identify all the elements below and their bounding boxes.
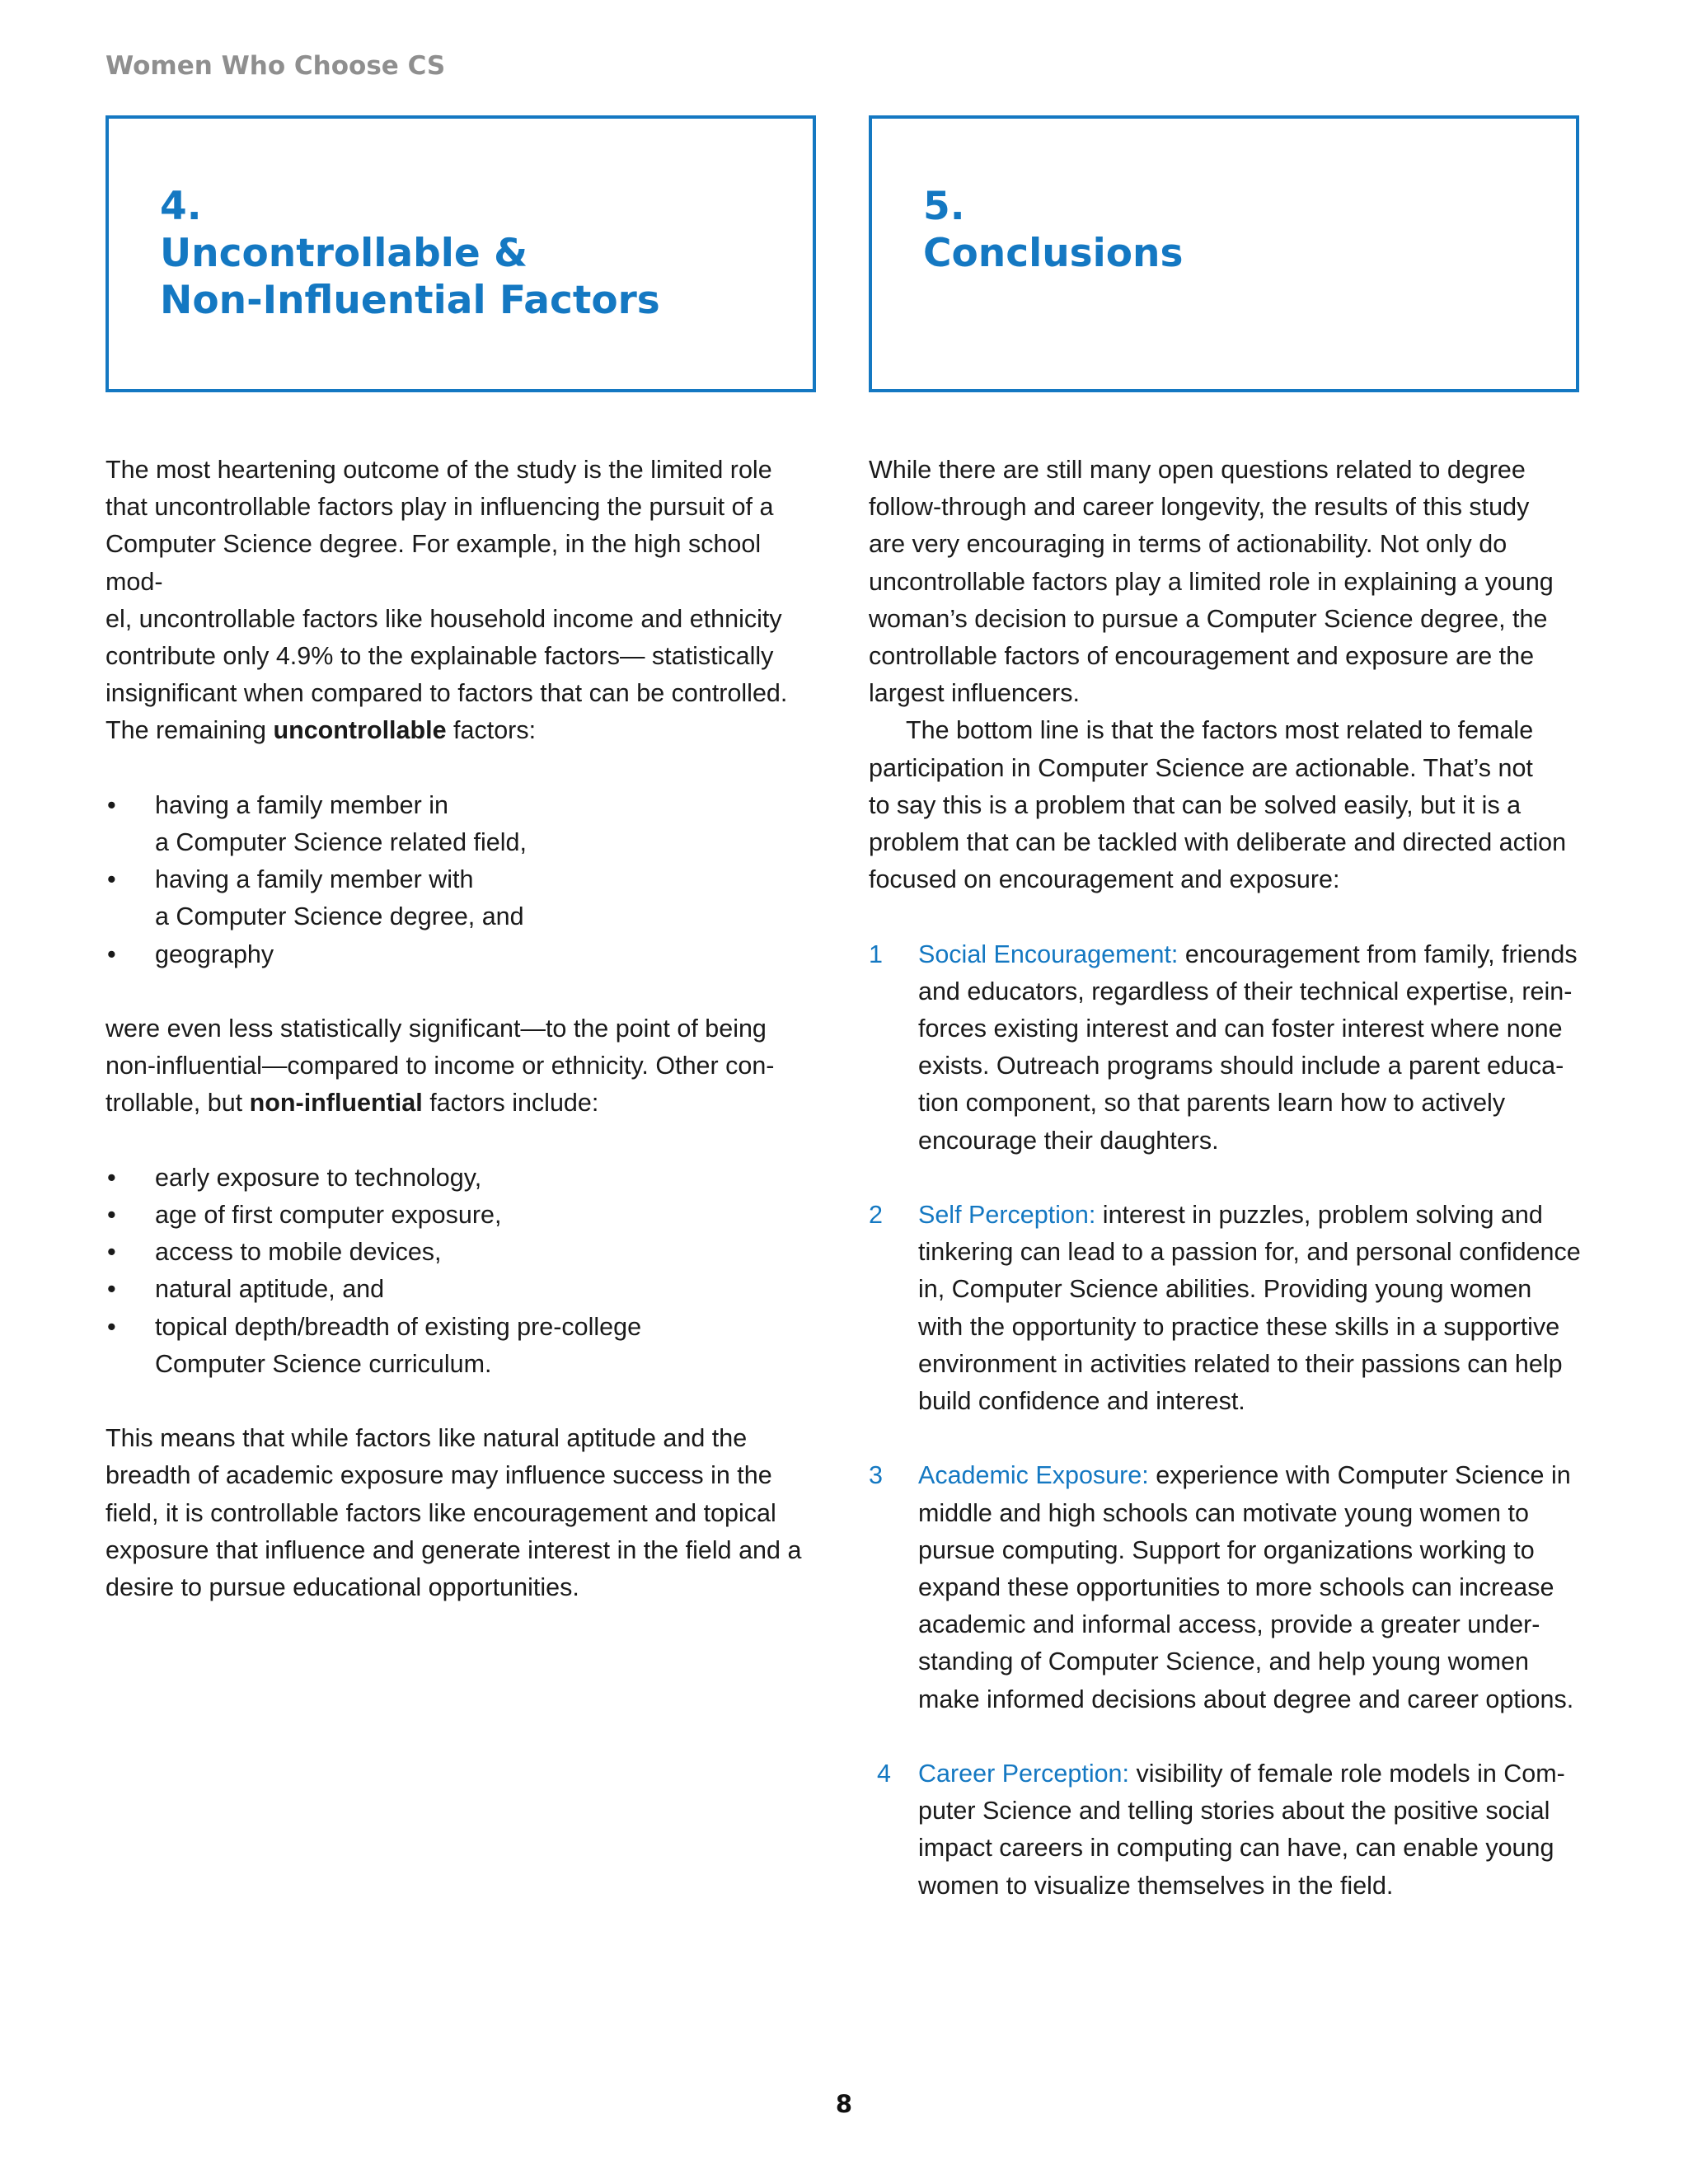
- list-item: [106, 1197, 823, 1234]
- text-line: problem that can be tackled with deliberate and directed action: [869, 828, 1567, 857]
- text-line: non-influential—compared to income or ethnicity. Other con-: [106, 1052, 775, 1080]
- text-line: insignificant when compared to factors that can be controlled.: [106, 679, 788, 708]
- text-line: uncontrollable factors play a limited role in explaining a young: [869, 567, 1554, 596]
- item-term: Career Perception:: [918, 1760, 1129, 1788]
- text-fragment: The remaining: [106, 716, 274, 745]
- text-fragment: encouragement from family, friends: [1178, 940, 1578, 968]
- text-line: forces existing interest and can foster interest where none: [918, 1015, 1563, 1043]
- text-line: exposure that influence and generate interest in the field and a: [106, 1535, 802, 1564]
- list-item: [106, 861, 823, 935]
- list-item-text: access to mobile devices,: [155, 1238, 442, 1267]
- text-line: This means that while factors like natural aptitude and the: [106, 1424, 748, 1453]
- text-line: were even less statistically significant—to the point of being: [106, 1015, 767, 1043]
- text-line: desire to pursue educational opportunities.: [106, 1573, 579, 1602]
- list-item-text: a Computer Science degree, and: [155, 902, 524, 931]
- list-item-text: geography: [155, 940, 274, 968]
- text-line: impact careers in computing can have, can enable young: [918, 1834, 1554, 1863]
- conclusions-paragraph: [869, 452, 1586, 712]
- text-line: with the opportunity to practice these skills in a supportive: [918, 1312, 1560, 1341]
- section-number: 4.: [160, 184, 202, 229]
- text-line: middle and high schools can motivate young women to: [918, 1498, 1529, 1527]
- text-line: field, it is controllable factors like encouragement and topical: [106, 1498, 776, 1527]
- list-item-text: topical depth/breadth of existing pre-college: [155, 1312, 642, 1341]
- section-5-heading-box: [869, 115, 1579, 392]
- list-item: [106, 1234, 823, 1271]
- section-number: 5.: [923, 184, 965, 229]
- text-line: el, uncontrollable factors like household income and ethnicity: [106, 604, 782, 633]
- item-number: 4: [877, 1760, 891, 1788]
- uncontrollable-factors-list: [106, 787, 823, 973]
- text-fragment: visibility of female role models in Com-: [1129, 1760, 1565, 1788]
- list-item-text: Computer Science curriculum.: [155, 1349, 492, 1378]
- text-line: puter Science and telling stories about the positive social: [918, 1797, 1550, 1825]
- list-item: [106, 1160, 823, 1197]
- item-term: Academic Exposure:: [918, 1461, 1149, 1490]
- paragraph: [106, 1010, 823, 1122]
- section-title-line: Uncontrollable &: [160, 231, 528, 276]
- action-item: [869, 1457, 1586, 1718]
- action-item: [869, 1197, 1586, 1420]
- closing-paragraph: [106, 1420, 823, 1606]
- section-4-title: [160, 183, 660, 324]
- list-item-text: a Computer Science related field,: [155, 828, 527, 857]
- list-item-text: having a family member with: [155, 865, 474, 894]
- text-line: tion component, so that parents learn how to actively: [918, 1089, 1506, 1118]
- list-item-text: age of first computer exposure,: [155, 1201, 502, 1230]
- bold-term: uncontrollable: [273, 716, 447, 745]
- text-line: tinkering can lead to a passion for, and personal confidence: [918, 1238, 1581, 1267]
- item-term: Self Perception:: [918, 1201, 1096, 1230]
- text-line: participation in Computer Science are actionable. That’s not: [869, 753, 1533, 782]
- list-item: [106, 1271, 823, 1308]
- text-fragment: factors:: [446, 716, 537, 745]
- text-line: encourage their daughters.: [918, 1126, 1219, 1155]
- non-influential-factors-list: [106, 1160, 823, 1383]
- bold-term: non-influential: [249, 1089, 423, 1118]
- section-title-line: Conclusions: [923, 231, 1184, 276]
- section-4-heading-box: [106, 115, 816, 392]
- left-column: [106, 452, 823, 1606]
- running-header: Women Who Choose CS: [106, 51, 446, 81]
- action-item: [869, 936, 1586, 1160]
- page-number: 8: [835, 2090, 853, 2118]
- text-line: The most heartening outcome of the study is the limited role: [106, 456, 772, 484]
- intro-lines: [106, 456, 787, 707]
- text-line: follow-through and career longevity, the results of this study: [869, 493, 1530, 522]
- list-item-text: having a family member in: [155, 790, 448, 819]
- item-number: 3: [869, 1461, 883, 1490]
- item-number: 1: [869, 940, 883, 968]
- list-item: [106, 787, 823, 861]
- list-item-text: natural aptitude, and: [155, 1275, 385, 1304]
- text-line: focused on encouragement and exposure:: [869, 865, 1340, 894]
- intro-paragraph: [106, 452, 823, 750]
- text-fragment: trollable, but: [106, 1089, 250, 1118]
- text-line: breadth of academic exposure may influence success in the: [106, 1461, 772, 1490]
- text-line: academic and informal access, provide a greater under-: [918, 1610, 1540, 1639]
- text-line: woman’s decision to pursue a Computer Science degree, the: [869, 604, 1548, 633]
- item-term: Social Encouragement:: [918, 940, 1179, 968]
- text-line: While there are still many open questions related to degree: [869, 456, 1526, 484]
- text-line: standing of Computer Science, and help young women: [918, 1647, 1529, 1676]
- text-line: pursue computing. Support for organizations working to: [918, 1535, 1535, 1564]
- section-title-line: Non-Influential Factors: [160, 278, 660, 323]
- text-line: women to visualize themselves in the field.: [918, 1871, 1394, 1900]
- text-line: are very encouraging in terms of actionability. Not only do: [869, 530, 1507, 559]
- text-fragment: factors include:: [422, 1089, 599, 1118]
- list-item: [106, 1309, 823, 1383]
- text-line: expand these opportunities to more schools can increase: [918, 1573, 1554, 1602]
- list-item-text: early exposure to technology,: [155, 1163, 482, 1192]
- text-line: The bottom line is that the factors most related to female: [906, 716, 1534, 745]
- text-line: exists. Outreach programs should include a parent educa-: [918, 1052, 1564, 1080]
- action-item: [869, 1755, 1586, 1905]
- text-line: in, Computer Science abilities. Providing young women: [918, 1275, 1532, 1304]
- text-line: controllable factors of encouragement and exposure are the: [869, 642, 1535, 671]
- text-line: Computer Science degree. For example, in the high school mod-: [106, 530, 762, 596]
- text-line: make informed decisions about degree and career options.: [918, 1685, 1574, 1713]
- section-5-title: [923, 183, 1183, 277]
- right-column: [869, 452, 1586, 1905]
- list-item: [106, 936, 823, 973]
- conclusions-paragraph: [869, 712, 1586, 898]
- text-fragment: experience with Computer Science in: [1148, 1461, 1571, 1490]
- text-line: environment in activities related to their passions can help: [918, 1349, 1563, 1378]
- text-line: largest influencers.: [869, 679, 1080, 708]
- item-number: 2: [869, 1201, 883, 1230]
- text-line: contribute only 4.9% to the explainable factors— statistically: [106, 642, 774, 671]
- action-items-list: [869, 936, 1586, 1905]
- text-line: that uncontrollable factors play in influencing the pursuit of a: [106, 493, 774, 522]
- text-line: build confidence and interest.: [918, 1387, 1245, 1416]
- text-fragment: interest in puzzles, problem solving and: [1095, 1201, 1543, 1230]
- text-line: to say this is a problem that can be solved easily, but it is a: [869, 790, 1522, 819]
- text-line: and educators, regardless of their technical expertise, rein-: [918, 977, 1573, 1005]
